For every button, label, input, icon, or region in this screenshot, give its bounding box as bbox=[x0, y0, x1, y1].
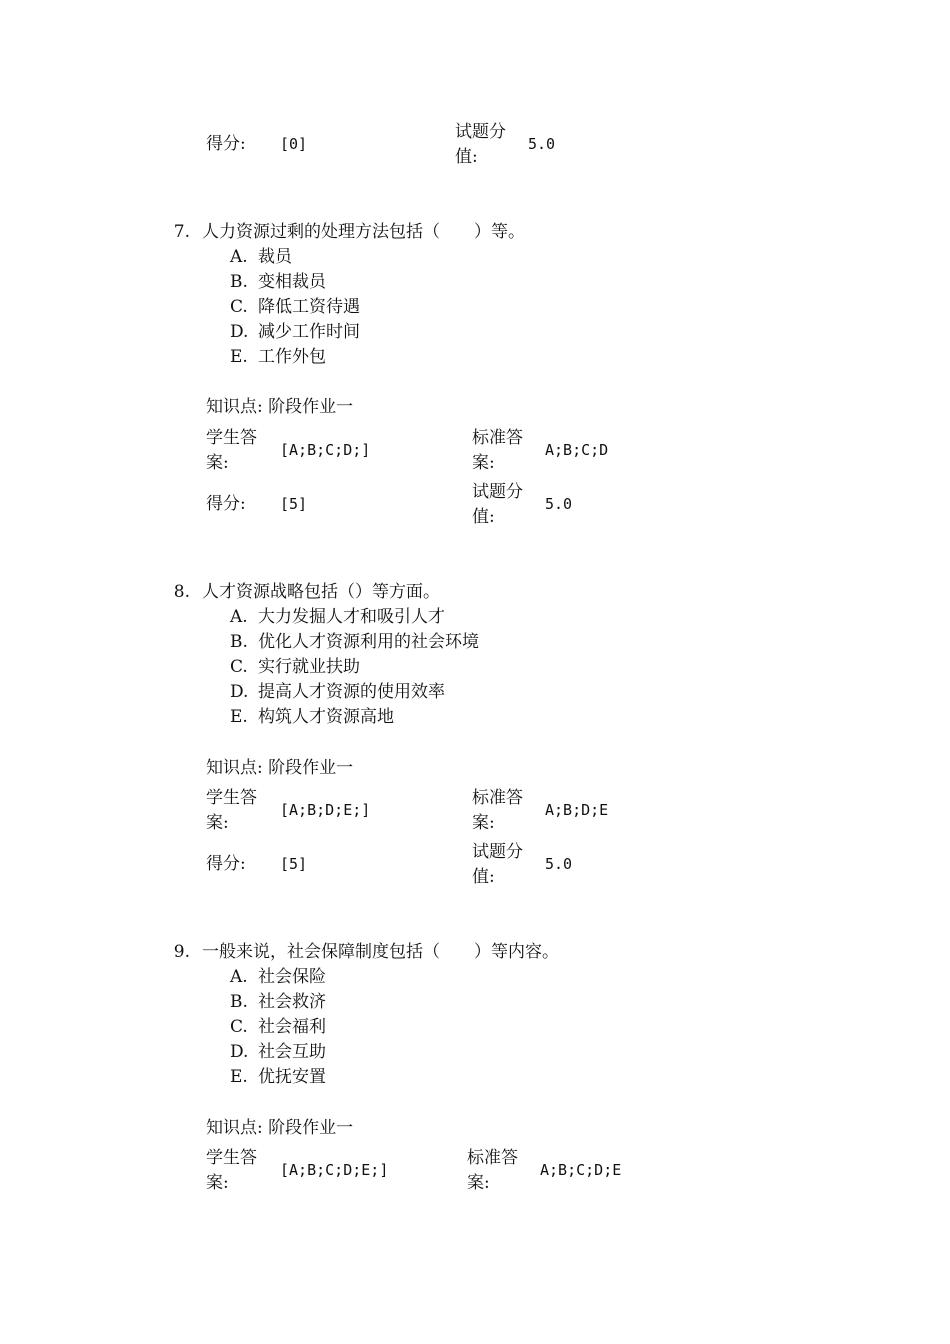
option-e: E. 工作外包 bbox=[230, 347, 326, 367]
question-value-label: 试题分值: bbox=[472, 482, 523, 527]
student-answer: [A;B;C;D;] bbox=[280, 441, 371, 459]
option-d: D. 提高人才资源的使用效率 bbox=[230, 682, 445, 702]
option-b: B. 优化人才资源利用的社会环境 bbox=[230, 632, 479, 652]
question-text: 人力资源过剩的处理方法包括（ ）等。 bbox=[202, 222, 525, 242]
student-answer: [A;B;C;D;E;] bbox=[280, 1161, 389, 1179]
option-c: C. 实行就业扶助 bbox=[230, 657, 360, 677]
option-c: C. 社会福利 bbox=[230, 1017, 326, 1037]
question-text: 一般来说，社会保障制度包括（ ）等内容。 bbox=[202, 942, 559, 962]
score-label: 得分: bbox=[206, 494, 246, 514]
question-value: 5.0 bbox=[545, 495, 573, 513]
question-value: 5.0 bbox=[528, 135, 556, 153]
standard-answer-label: 标准答案: bbox=[467, 1148, 518, 1193]
option-a: A. 裁员 bbox=[230, 247, 292, 267]
option-b: B. 社会救济 bbox=[230, 992, 326, 1012]
score-value: [5] bbox=[280, 495, 308, 513]
standard-answer: A;B;C;D bbox=[545, 441, 609, 459]
standard-answer: A;B;D;E bbox=[545, 801, 609, 819]
student-answer-label: 学生答案: bbox=[206, 788, 257, 833]
knowledge-point: 知识点: 阶段作业一 bbox=[206, 397, 354, 417]
question-text: 人才资源战略包括（）等方面。 bbox=[202, 582, 440, 602]
question-number: 9. bbox=[173, 942, 190, 962]
standard-answer-label: 标准答案: bbox=[472, 428, 523, 473]
student-answer: [A;B;D;E;] bbox=[280, 801, 371, 819]
student-answer-label: 学生答案: bbox=[206, 428, 257, 473]
option-b: B. 变相裁员 bbox=[230, 272, 326, 292]
score-label: 得分: bbox=[206, 134, 246, 154]
option-e: E. 构筑人才资源高地 bbox=[230, 707, 394, 727]
option-a: A. 社会保险 bbox=[230, 967, 326, 987]
standard-answer: A;B;C;D;E bbox=[540, 1161, 622, 1179]
knowledge-point: 知识点: 阶段作业一 bbox=[206, 758, 354, 778]
student-answer-label: 学生答案: bbox=[206, 1148, 257, 1193]
option-d: D. 社会互助 bbox=[230, 1042, 326, 1062]
score-value: [0] bbox=[280, 135, 308, 153]
question-value: 5.0 bbox=[545, 855, 573, 873]
option-e: E. 优抚安置 bbox=[230, 1067, 326, 1087]
option-a: A. 大力发掘人才和吸引人才 bbox=[230, 607, 445, 627]
option-d: D. 减少工作时间 bbox=[230, 322, 360, 342]
question-number: 7. bbox=[173, 222, 190, 242]
knowledge-point: 知识点: 阶段作业一 bbox=[206, 1118, 354, 1138]
standard-answer-label: 标准答案: bbox=[472, 788, 523, 833]
question-number: 8. bbox=[173, 582, 190, 602]
option-c: C. 降低工资待遇 bbox=[230, 297, 360, 317]
score-value: [5] bbox=[280, 855, 308, 873]
question-value-label: 试题分值: bbox=[472, 842, 523, 887]
score-label: 得分: bbox=[206, 854, 246, 874]
question-value-label: 试题分值: bbox=[455, 122, 506, 167]
